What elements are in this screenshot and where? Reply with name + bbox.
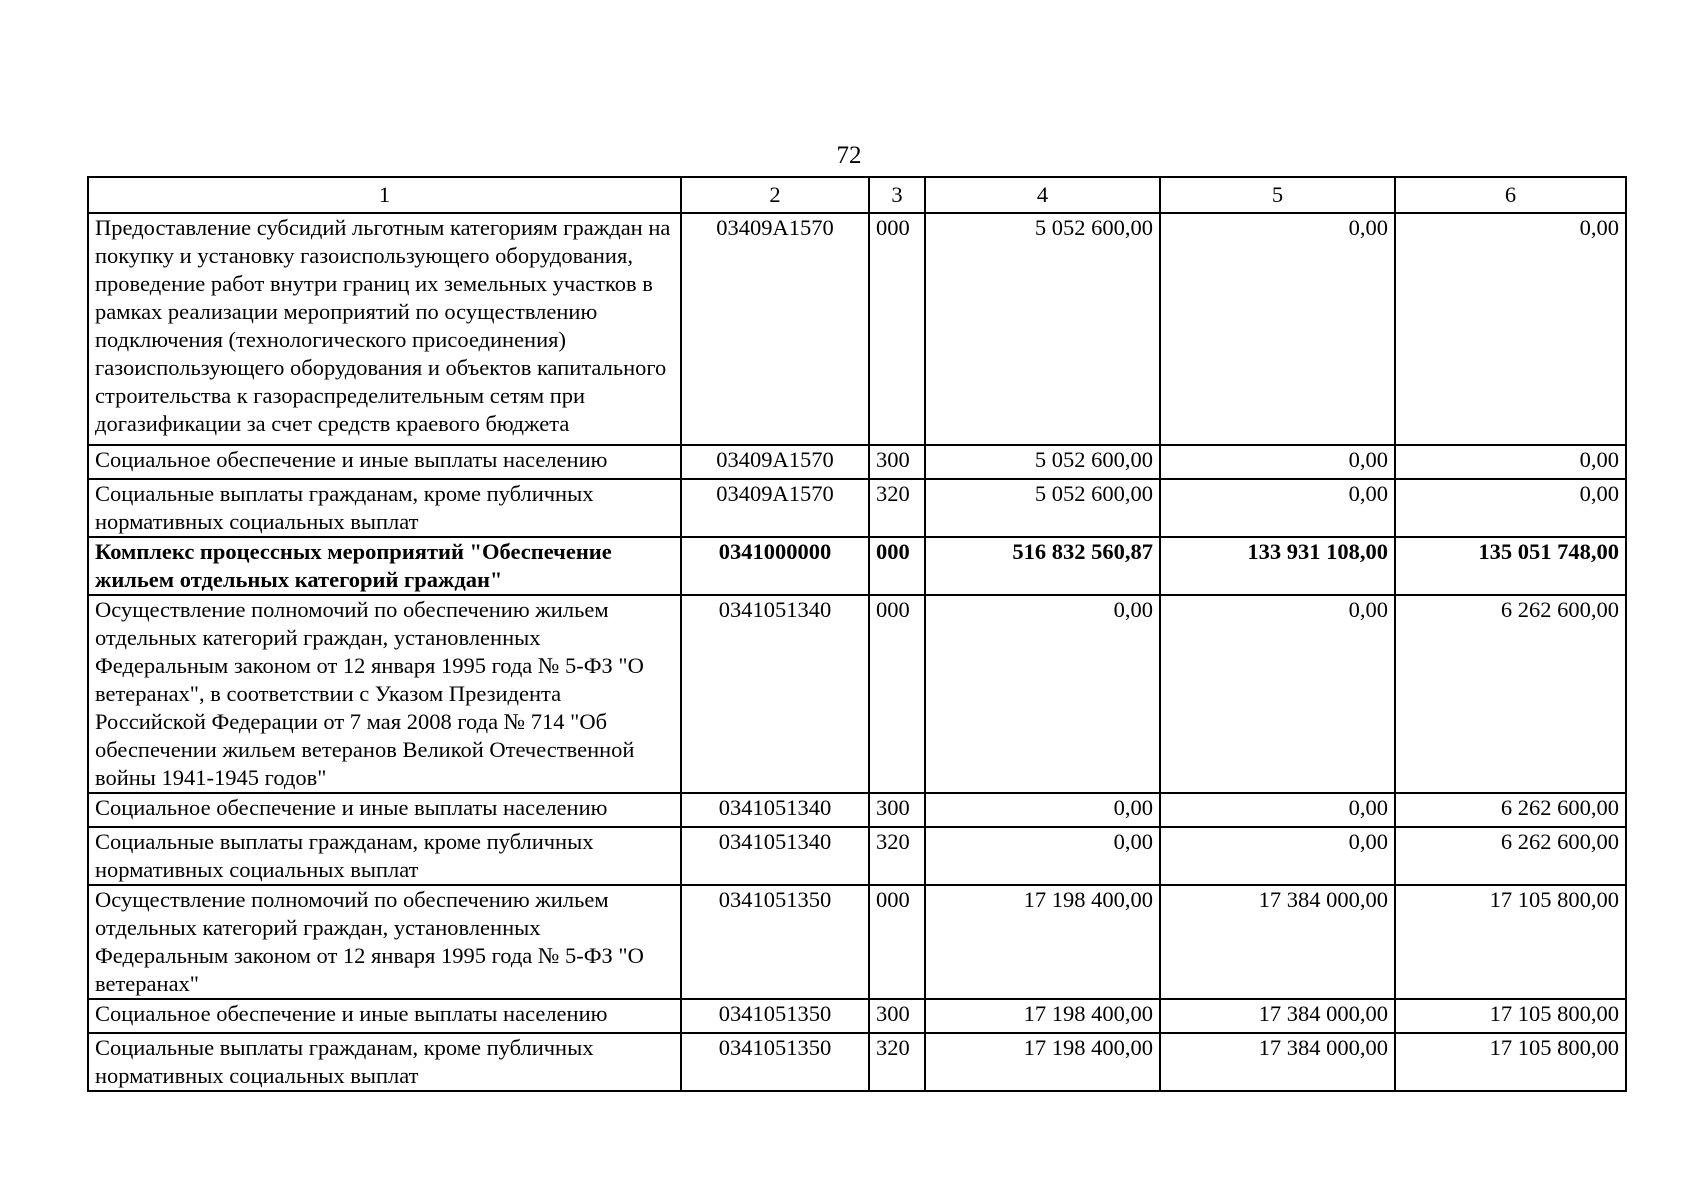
row-name: Осуществление полномочий по обеспечению жильем отдельных категорий граждан, установленных Федеральным законом от 12 января 1995 года № 5-ФЗ "О ветеранах" <box>88 885 681 999</box>
row-amount-year3: 0,00 <box>1395 213 1626 445</box>
row-type: 300 <box>869 445 925 479</box>
row-amount-year1: 17 198 400,00 <box>925 1033 1160 1091</box>
table-row <box>88 537 1626 595</box>
row-code: 0341051340 <box>681 595 869 793</box>
row-amount-year2: 17 384 000,00 <box>1160 999 1395 1033</box>
row-type: 320 <box>869 1033 925 1091</box>
row-type: 320 <box>869 827 925 885</box>
row-type: 000 <box>869 885 925 999</box>
row-amount-year3: 6 262 600,00 <box>1395 793 1626 827</box>
row-code: 0341051350 <box>681 885 869 999</box>
row-name: Социальные выплаты гражданам, кроме публичных нормативных социальных выплат <box>88 827 681 885</box>
column-header-2: 2 <box>681 177 869 213</box>
table-row <box>88 595 1626 793</box>
row-code: 0341051340 <box>681 793 869 827</box>
budget-table <box>87 176 1627 1092</box>
row-amount-year3: 17 105 800,00 <box>1395 999 1626 1033</box>
row-amount-year1: 5 052 600,00 <box>925 213 1160 445</box>
row-amount-year3: 6 262 600,00 <box>1395 595 1626 793</box>
row-code: 0341000000 <box>681 537 869 595</box>
row-code: 03409А1570 <box>681 479 869 537</box>
table-body <box>88 177 1626 1091</box>
table-row <box>88 885 1626 999</box>
column-header-6: 6 <box>1395 177 1626 213</box>
row-type: 300 <box>869 793 925 827</box>
row-amount-year2: 0,00 <box>1160 479 1395 537</box>
row-name: Комплекс процессных мероприятий "Обеспечение жильем отдельных категорий граждан" <box>88 537 681 595</box>
row-amount-year1: 17 198 400,00 <box>925 885 1160 999</box>
table-row <box>88 793 1626 827</box>
header-row <box>88 177 1626 213</box>
row-amount-year2: 0,00 <box>1160 827 1395 885</box>
row-name: Социальное обеспечение и иные выплаты населению <box>88 445 681 479</box>
row-amount-year1: 17 198 400,00 <box>925 999 1160 1033</box>
column-header-4: 4 <box>925 177 1160 213</box>
row-amount-year1: 5 052 600,00 <box>925 479 1160 537</box>
row-name: Осуществление полномочий по обеспечению жильем отдельных категорий граждан, установленных Федеральным законом от 12 января 1995 года № 5-ФЗ "О ветеранах", в соответствии с Указом Президента Российской Федерации от 7 мая 2008 года № 714 "Об обеспечении жильем ветеранов Великой Отечественной войны 1941-1945 годов" <box>88 595 681 793</box>
row-amount-year2: 0,00 <box>1160 793 1395 827</box>
table-row <box>88 479 1626 537</box>
row-name: Социальное обеспечение и иные выплаты населению <box>88 999 681 1033</box>
row-amount-year1: 0,00 <box>925 827 1160 885</box>
row-amount-year2: 133 931 108,00 <box>1160 537 1395 595</box>
column-header-5: 5 <box>1160 177 1395 213</box>
table-row <box>88 213 1626 445</box>
row-type: 320 <box>869 479 925 537</box>
table-row <box>88 999 1626 1033</box>
row-code: 0341051350 <box>681 999 869 1033</box>
row-amount-year3: 0,00 <box>1395 479 1626 537</box>
row-amount-year3: 6 262 600,00 <box>1395 827 1626 885</box>
table-row <box>88 1033 1626 1091</box>
row-code: 0341051340 <box>681 827 869 885</box>
row-amount-year1: 516 832 560,87 <box>925 537 1160 595</box>
table-row <box>88 445 1626 479</box>
row-amount-year1: 0,00 <box>925 793 1160 827</box>
row-amount-year2: 17 384 000,00 <box>1160 885 1395 999</box>
row-type: 000 <box>869 213 925 445</box>
row-code: 03409А1570 <box>681 213 869 445</box>
row-amount-year3: 17 105 800,00 <box>1395 885 1626 999</box>
row-amount-year2: 0,00 <box>1160 595 1395 793</box>
row-code: 0341051350 <box>681 1033 869 1091</box>
row-name: Социальные выплаты гражданам, кроме публичных нормативных социальных выплат <box>88 479 681 537</box>
row-type: 000 <box>869 537 925 595</box>
row-amount-year2: 0,00 <box>1160 445 1395 479</box>
row-code: 03409А1570 <box>681 445 869 479</box>
row-amount-year2: 17 384 000,00 <box>1160 1033 1395 1091</box>
row-amount-year3: 17 105 800,00 <box>1395 1033 1626 1091</box>
row-amount-year1: 5 052 600,00 <box>925 445 1160 479</box>
row-name: Предоставление субсидий льготным категориям граждан на покупку и установку газоиспользующего оборудования, проведение работ внутри границ их земельных участков в рамках реализации мероприятий по осуществлению подключения (технологического присоединения) газоиспользующего оборудования и объектов капитального строительства к газораспределительным сетям при догазификации за счет средств краевого бюджета <box>88 213 681 445</box>
column-header-3: 3 <box>869 177 925 213</box>
row-name: Социальные выплаты гражданам, кроме публичных нормативных социальных выплат <box>88 1033 681 1091</box>
row-amount-year2: 0,00 <box>1160 213 1395 445</box>
table-row <box>88 827 1626 885</box>
column-header-1: 1 <box>88 177 681 213</box>
page-number: 72 <box>836 142 862 169</box>
row-type: 300 <box>869 999 925 1033</box>
row-type: 000 <box>869 595 925 793</box>
row-name: Социальное обеспечение и иные выплаты населению <box>88 793 681 827</box>
row-amount-year1: 0,00 <box>925 595 1160 793</box>
row-amount-year3: 0,00 <box>1395 445 1626 479</box>
row-amount-year3: 135 051 748,00 <box>1395 537 1626 595</box>
